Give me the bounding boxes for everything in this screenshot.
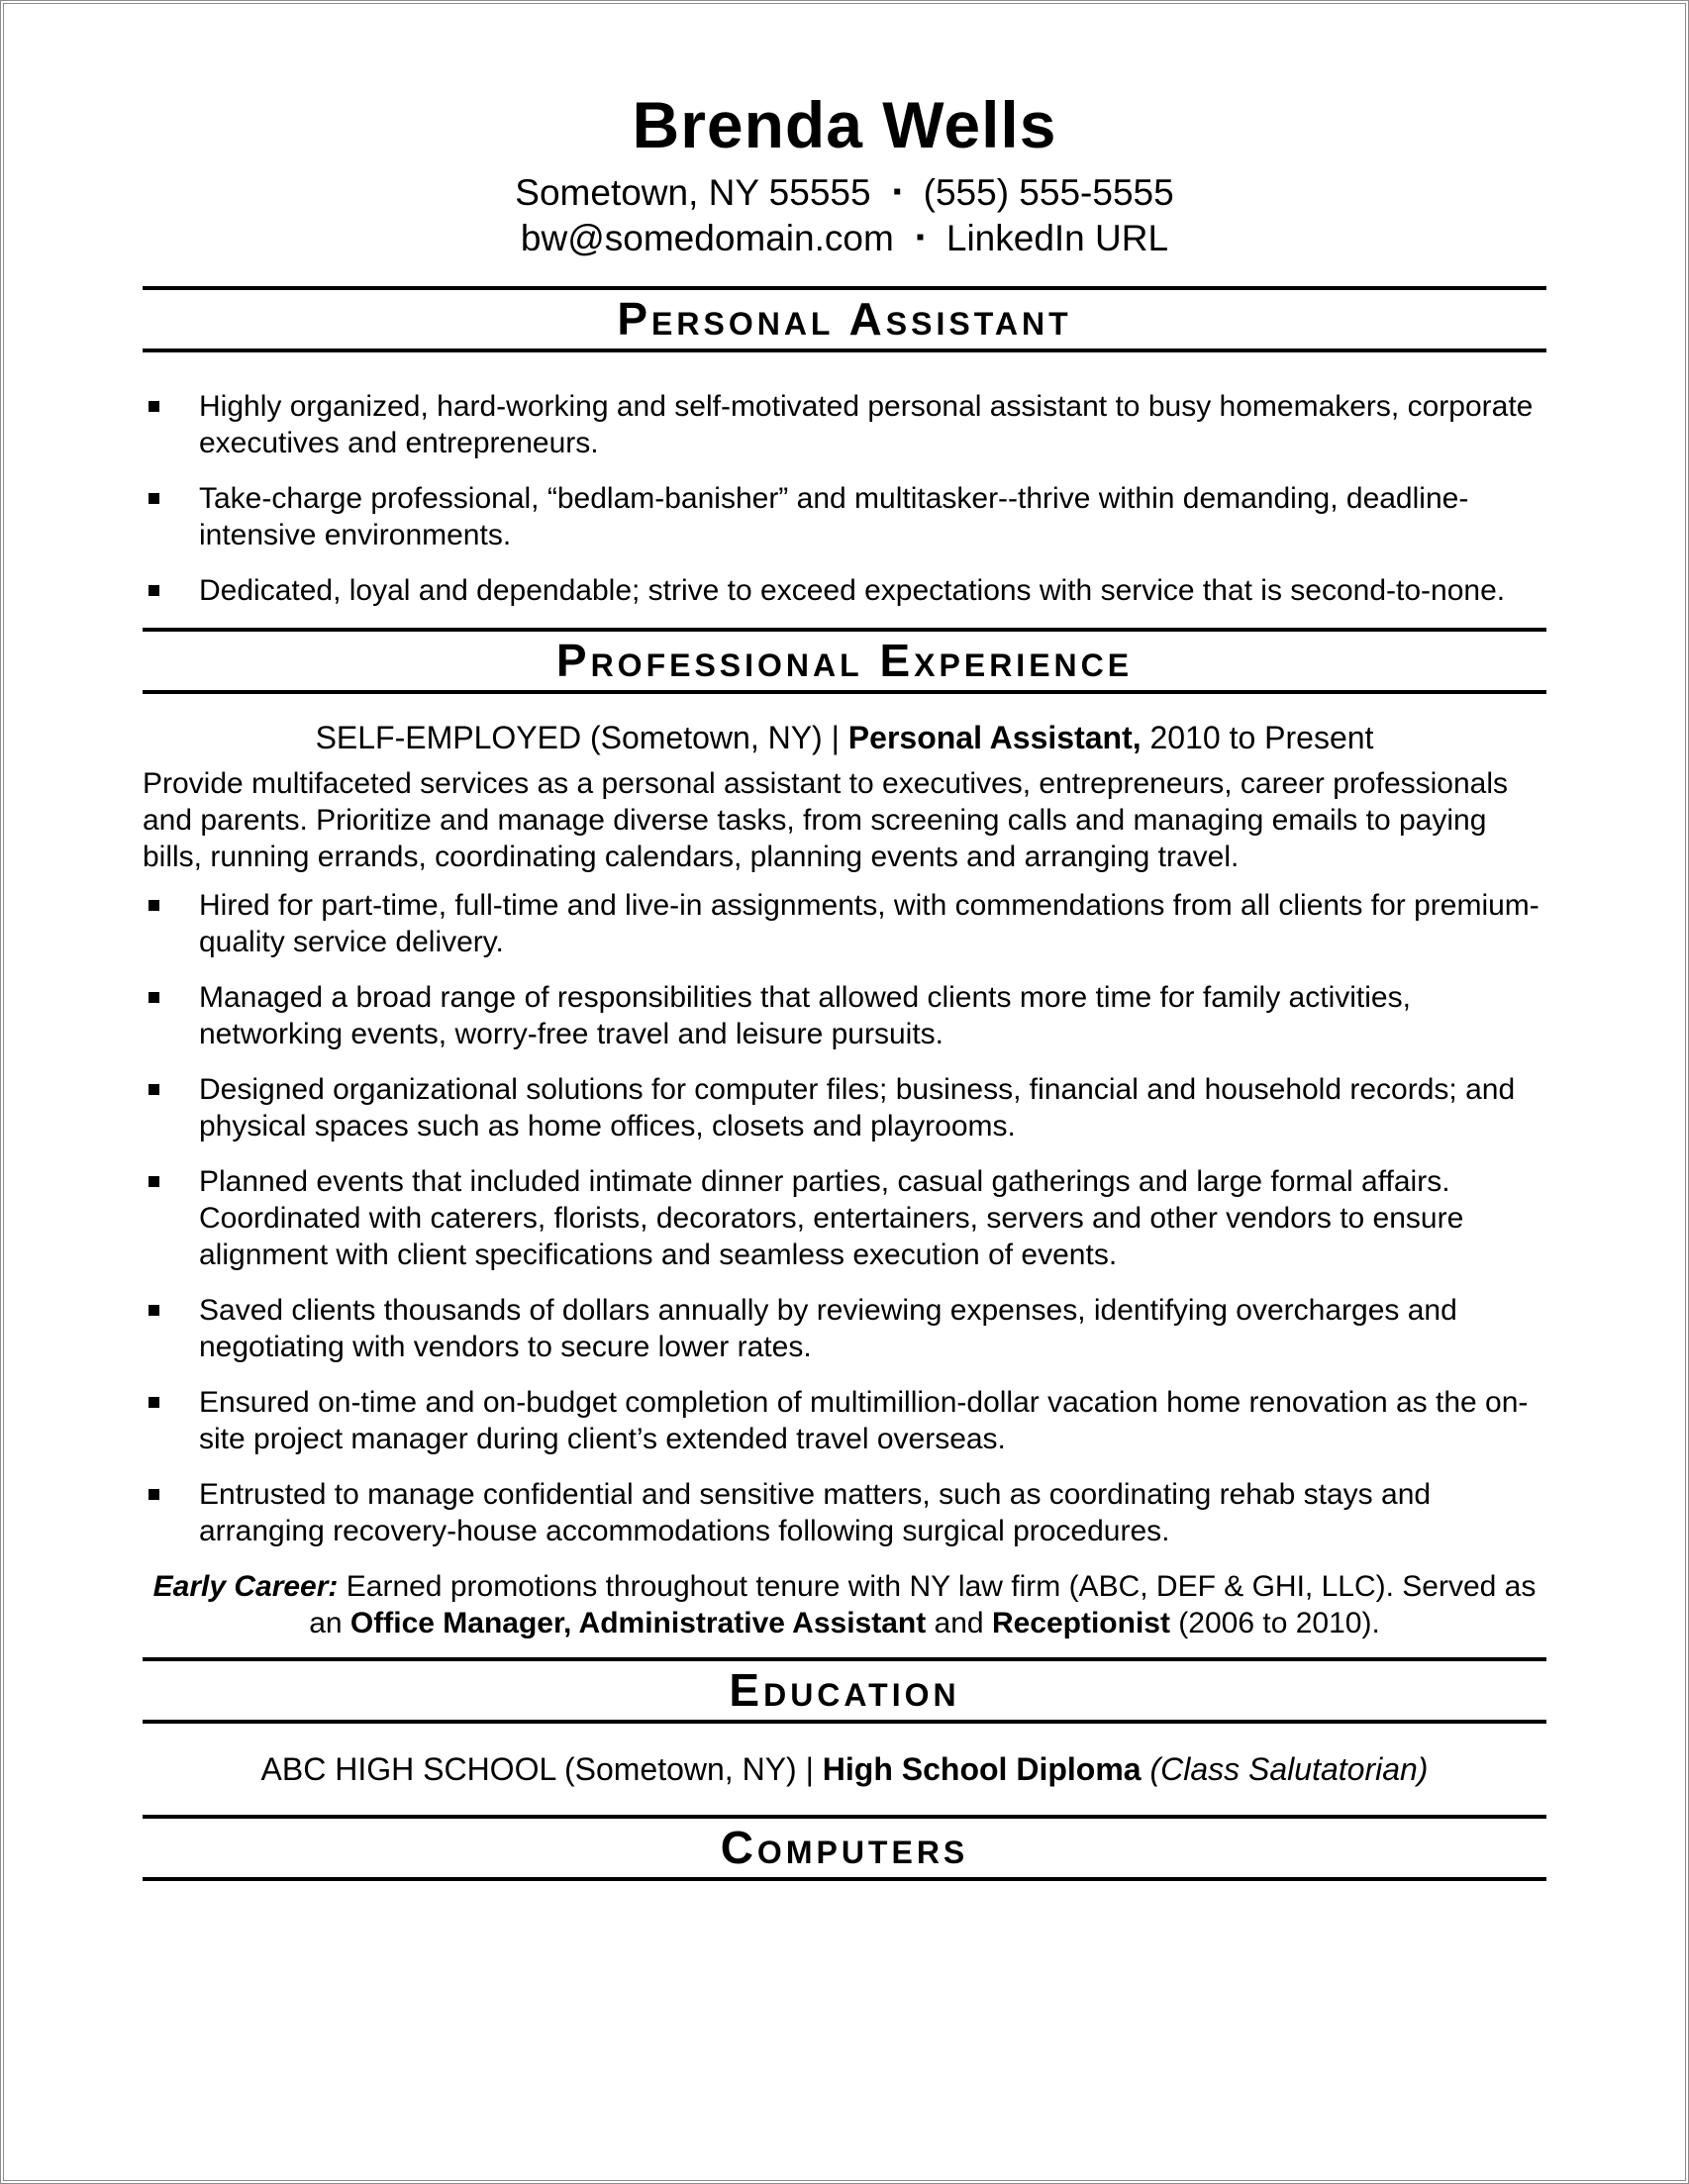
resume-content — [4, 4, 1685, 1881]
section-title-computers: Computers — [720, 1821, 969, 1873]
list-item — [143, 572, 1546, 609]
email-text: bw@somedomain.com — [520, 218, 894, 259]
early-career-paragraph — [143, 1568, 1546, 1641]
section-title-profile: Personal Assistant — [617, 293, 1072, 346]
bullet-text: Take-charge professional, “bedlam-banisher” and multitasker--thrive within demanding, deadline-intensive environments. — [199, 482, 1469, 552]
list-item — [143, 480, 1546, 553]
bullet-text: Entrusted to manage confidential and sensitive matters, such as coordinating rehab stays and arranging recovery-house accommodations following surgical procedures. — [199, 1478, 1432, 1548]
bullet-square-icon — [149, 992, 159, 1003]
bullet-square-icon — [149, 900, 159, 911]
section-header-education — [143, 1657, 1546, 1724]
bullet-square-icon — [149, 1084, 159, 1095]
bullet-square-icon — [149, 585, 159, 596]
location-text: Sometown, NY 55555 — [515, 172, 871, 214]
job-title-line — [143, 718, 1546, 757]
early-career-label: Early Career: — [152, 1570, 339, 1604]
section-profile — [143, 286, 1546, 609]
profile-bullet-list — [143, 388, 1546, 609]
section-header-profile — [143, 286, 1546, 352]
job-summary-paragraph: Provide multifaceted services as a personal assistant to executives, entrepreneurs, career professionals and parents. Prioritize and manage diverse tasks, from screening calls and managing emails to paying bills, running errands, coordinating calendars, planning events and arranging travel. — [143, 767, 1509, 874]
section-header-experience — [143, 628, 1546, 694]
bullet-text: Managed a broad range of responsibilities that allowed clients more time for family activities, networking events, worry-free travel and leisure pursuits. — [199, 981, 1411, 1051]
bullet-text: Dedicated, loyal and dependable; strive to exceed expectations with service that is second-to-none. — [199, 574, 1506, 608]
bullet-text: Ensured on-time and on-budget completion of multimillion-dollar vacation home renovation as the on-site project manager during client’s extended travel overseas. — [199, 1386, 1529, 1456]
education-line — [143, 1749, 1546, 1789]
list-item — [143, 979, 1546, 1052]
list-item — [143, 887, 1546, 960]
section-experience — [143, 628, 1546, 1641]
bullet-text: Designed organizational solutions for computer files; business, financial and household records; and physical spaces such as home offices, closets and playrooms. — [199, 1073, 1516, 1143]
list-item — [143, 1071, 1546, 1144]
separator-square-icon: ▪ — [916, 224, 925, 251]
list-item — [143, 1384, 1546, 1457]
bullet-square-icon — [149, 401, 159, 412]
experience-bullet-list — [143, 887, 1546, 1549]
early-career-text: (2006 to 2010). — [1169, 1607, 1380, 1640]
early-career-text: and — [926, 1607, 992, 1640]
bullet-text: Hired for part-time, full-time and live-in assignments, with commendations from all clients for premium-quality service delivery. — [199, 889, 1540, 959]
bullet-text: Highly organized, hard-working and self-motivated personal assistant to busy homemakers, corporate executives and entrepreneurs. — [199, 390, 1534, 460]
bullet-square-icon — [149, 1397, 159, 1408]
section-title-experience: Professional Experience — [555, 635, 1134, 687]
section-computers — [143, 1815, 1546, 1881]
linkedin-text: LinkedIn URL — [945, 218, 1169, 259]
list-item — [143, 1163, 1546, 1273]
separator-square-icon: ▪ — [892, 178, 902, 206]
list-item — [143, 388, 1546, 461]
section-header-computers — [143, 1815, 1546, 1881]
early-career-role: Receptionist — [991, 1607, 1170, 1640]
phone-text: (555) 555-5555 — [923, 172, 1174, 214]
section-education — [143, 1657, 1546, 1789]
honors-text: (Class Salutatorian) — [1141, 1750, 1429, 1787]
contact-line-2 — [143, 215, 1546, 260]
section-title-education: Education — [729, 1664, 960, 1717]
bullet-square-icon — [149, 1489, 159, 1500]
credential-text: High School Diploma — [822, 1750, 1142, 1787]
bullet-square-icon — [149, 493, 159, 504]
list-item — [143, 1476, 1546, 1549]
bullet-text: Saved clients thousands of dollars annually by reviewing expenses, identifying overcharges and negotiating with vendors to secure lower rates. — [199, 1294, 1457, 1364]
contact-line-1 — [143, 169, 1546, 215]
list-item — [143, 1292, 1546, 1365]
early-career-text: Earned promotions throughout tenure with NY law firm (ABC, DEF & GHI, LLC). Served as an — [309, 1570, 1537, 1640]
early-career-role: Office Manager, Administrative Assistant — [349, 1607, 927, 1640]
person-name: Brenda Wells — [632, 88, 1057, 161]
school-text: ABC HIGH SCHOOL (Sometown, NY) | — [260, 1750, 823, 1787]
resume-header — [143, 4, 1546, 260]
job-dates-text: 2010 to Present — [1141, 720, 1374, 756]
bullet-text: Planned events that included intimate dinner parties, casual gatherings and large formal affairs. Coordinated with caterers, florists, decorators, entertainers, servers and other vendors to ensure alignment with client specifications and seamless execution of events. — [199, 1165, 1464, 1272]
job-role-text: Personal Assistant, — [847, 720, 1142, 756]
employer-text: SELF-EMPLOYED (Sometown, NY) | — [315, 720, 848, 756]
bullet-square-icon — [149, 1305, 159, 1316]
bullet-square-icon — [149, 1176, 159, 1187]
